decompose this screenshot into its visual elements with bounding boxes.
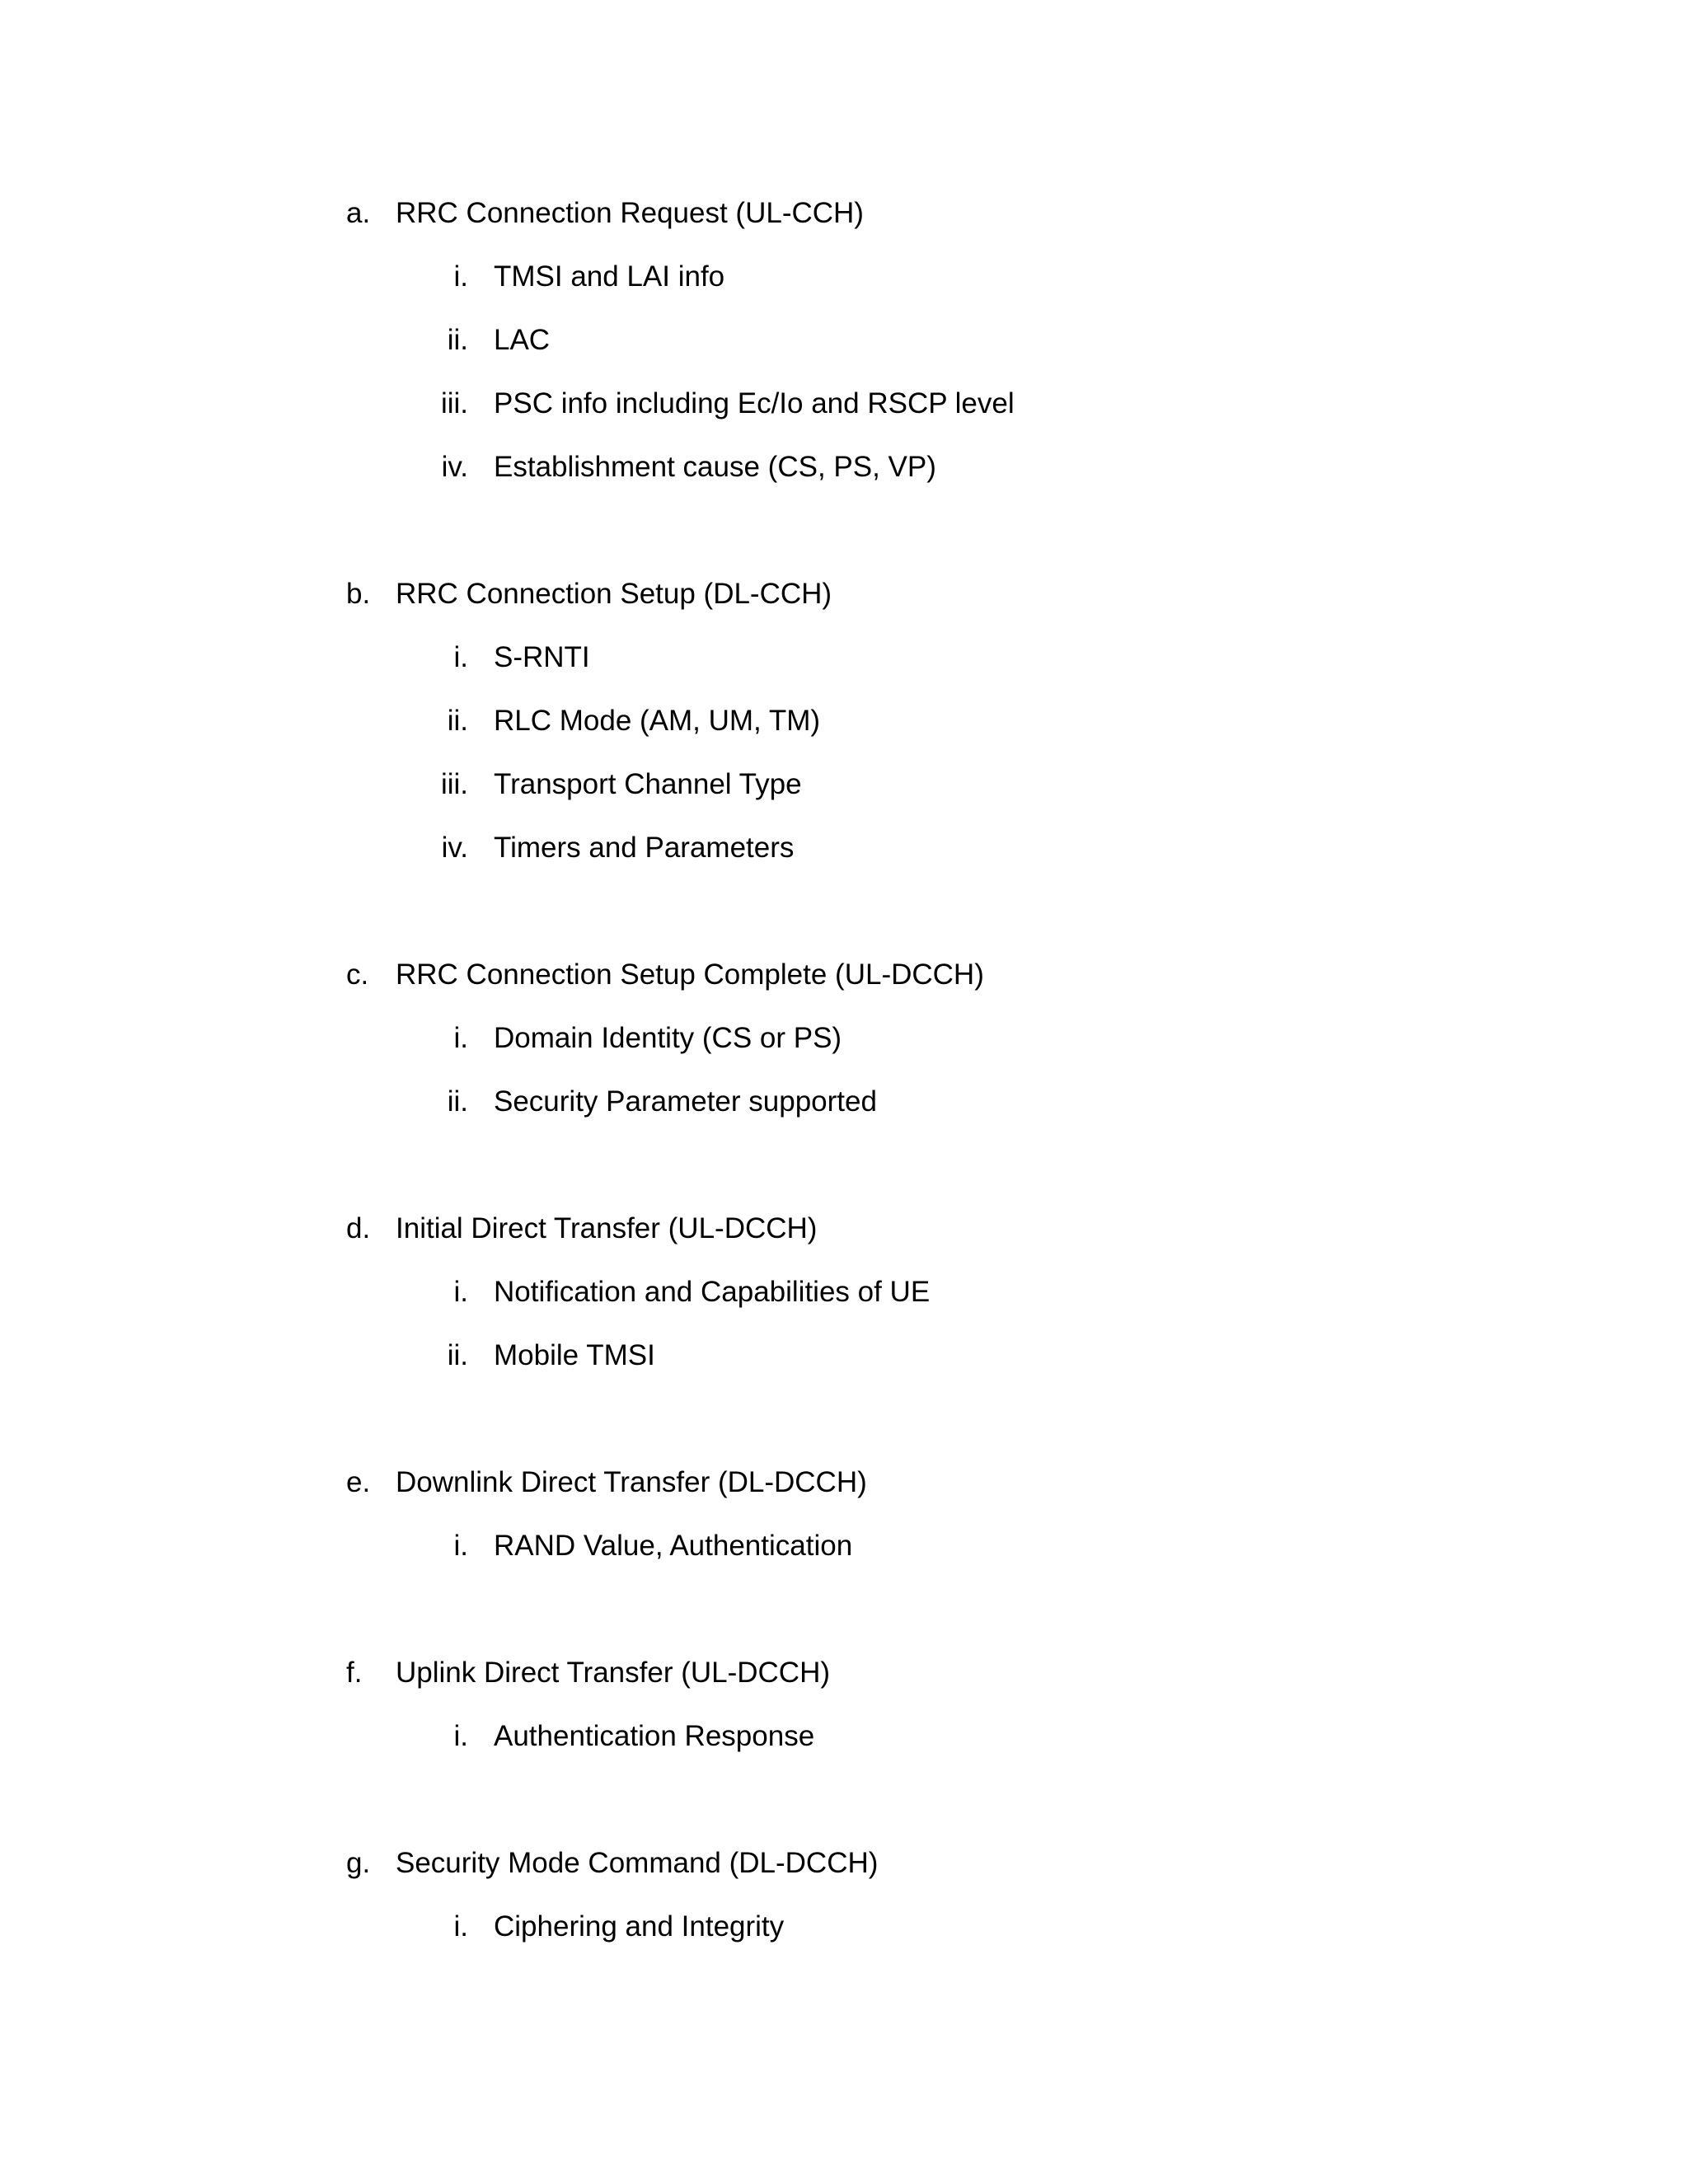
list-item-a: [0, 189, 1688, 238]
sublist-item: [0, 1268, 1688, 1317]
list-item-label: RRC Connection Setup (DL-CCH): [396, 578, 832, 610]
list-item-label: Downlink Direct Transfer (DL-DCCH): [396, 1466, 867, 1498]
sublist-item: [0, 1521, 1688, 1571]
sublist-item: [0, 252, 1688, 302]
list-marker: c.: [346, 958, 369, 991]
sublist-marker: i.: [453, 1720, 468, 1752]
sublist-marker: i.: [453, 1276, 468, 1308]
sublist-item-label: Notification and Capabilities of UE: [494, 1276, 931, 1308]
sublist-item-label: Security Parameter supported: [494, 1085, 877, 1118]
sublist-item-label: Establishment cause (CS, PS, VP): [494, 451, 936, 483]
sublist-item: [0, 379, 1688, 429]
list-marker: e.: [346, 1466, 371, 1498]
sublist-item-label: RLC Mode (AM, UM, TM): [494, 705, 821, 737]
sublist-item-label: Domain Identity (CS or PS): [494, 1022, 842, 1054]
sublist-item: [0, 760, 1688, 809]
sublist-item: [0, 443, 1688, 492]
list-item-label: Security Mode Command (DL-DCCH): [396, 1847, 879, 1879]
sublist-item: [0, 1902, 1688, 1952]
sublist-marker: i.: [453, 1530, 468, 1562]
list-marker: g.: [346, 1847, 371, 1879]
sublist-item: [0, 823, 1688, 873]
list-item-label: RRC Connection Request (UL-CCH): [396, 197, 864, 229]
list-item-e: [0, 1458, 1688, 1507]
sublist-marker: i.: [453, 1022, 468, 1054]
sublist-item-label: Timers and Parameters: [494, 832, 795, 864]
sublist-item: [0, 696, 1688, 746]
list-item-b: [0, 569, 1688, 619]
sublist-item-label: RAND Value, Authentication: [494, 1530, 853, 1562]
list-item-label: RRC Connection Setup Complete (UL-DCCH): [396, 958, 984, 991]
list-item-f: [0, 1648, 1688, 1698]
sublist-item: [0, 1331, 1688, 1380]
sublist-marker: i.: [453, 1910, 468, 1943]
list-marker: b.: [346, 578, 371, 610]
list-item-label: Uplink Direct Transfer (UL-DCCH): [396, 1657, 831, 1689]
sublist-marker: ii.: [447, 324, 468, 356]
sublist-item: [0, 633, 1688, 682]
sublist-marker: i.: [453, 641, 468, 673]
sublist-marker: iv.: [441, 832, 468, 864]
sublist-item-label: Mobile TMSI: [494, 1339, 655, 1371]
sublist-marker: ii.: [447, 705, 468, 737]
sublist-item-label: TMSI and LAI info: [494, 260, 725, 293]
list-item-d: [0, 1204, 1688, 1254]
list-marker: d.: [346, 1212, 371, 1244]
sublist-item-label: PSC info including Ec/Io and RSCP level: [494, 387, 1015, 419]
sublist-item: [0, 1712, 1688, 1761]
list-item-c: [0, 950, 1688, 1000]
sublist-item-label: Ciphering and Integrity: [494, 1910, 785, 1943]
list-item-g: [0, 1839, 1688, 1888]
sublist-item: [0, 316, 1688, 365]
list-marker: f.: [346, 1657, 363, 1689]
sublist-item: [0, 1014, 1688, 1063]
sublist-marker: iii.: [440, 768, 468, 800]
sublist-item-label: S-RNTI: [494, 641, 590, 673]
list-item-label: Initial Direct Transfer (UL-DCCH): [396, 1212, 818, 1244]
sublist-marker: ii.: [447, 1339, 468, 1371]
sublist-marker: i.: [453, 260, 468, 293]
sublist-marker: iv.: [441, 451, 468, 483]
sublist-item-label: Transport Channel Type: [494, 768, 802, 800]
list-marker: a.: [346, 197, 371, 229]
sublist-marker: ii.: [447, 1085, 468, 1118]
sublist-item: [0, 1077, 1688, 1127]
sublist-item-label: LAC: [494, 324, 551, 356]
sublist-marker: iii.: [440, 387, 468, 419]
sublist-item-label: Authentication Response: [494, 1720, 815, 1752]
